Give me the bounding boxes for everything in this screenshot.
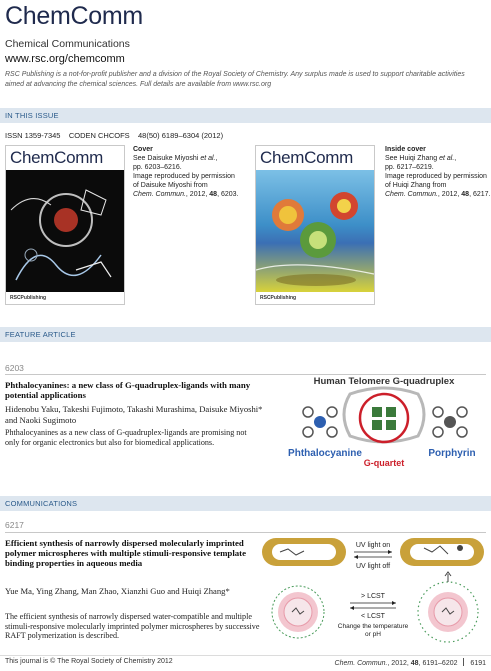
journal-subtitle: Chemical Communications (5, 38, 130, 50)
feature-figure-svg (280, 374, 488, 470)
journal-url[interactable]: www.rsc.org/chemcomm (5, 53, 125, 65)
cover-caption-heading: Cover (133, 146, 153, 153)
cover-image[interactable] (5, 145, 125, 305)
inside-cover-caption-citation: Chem. Commun., 2012, 48, 6217. (385, 191, 491, 198)
feature-figure (280, 374, 488, 470)
inside-cover-caption-credit1: Image reproduced by permission (385, 173, 487, 180)
inside-cover-caption (385, 145, 491, 199)
g-quartet-label: G-quartet (363, 458, 405, 468)
footer-copyright: This journal is © The Royal Society of Chemistry 2012 (5, 658, 173, 665)
g-quartet-ring (360, 394, 408, 442)
inside-cover-caption-see: See Huiqi Zhang et al., (385, 155, 457, 162)
cover-caption-pages: pp. 6203–6216. (133, 164, 182, 171)
footer-citation (335, 658, 486, 667)
cover-mini-title: ChemComm (10, 148, 104, 167)
gt-lcst-label: > LCST (361, 593, 385, 600)
feature-title[interactable]: Phthalocyanines: a new class of G-quadruplex-ligands with many potential applications (5, 380, 251, 400)
microsphere-left (272, 586, 324, 638)
feature-article-bar (0, 327, 491, 342)
inside-cover-image[interactable] (255, 145, 375, 305)
phthalocyanine-label: Phthalocyanine (288, 448, 362, 459)
footer-rule (0, 655, 491, 656)
feature-abstract: Phthalocyanines as a new class of G-quadruplex-ligands are promising not only for organic electronics but also for biomedical applications. (5, 428, 247, 447)
publisher-note: RSC Publishing is a not-for-profit publisher and a division of the Royal Society of Chemistry. Any surplus made is used to support charitable activities aimed at advancing the chemical sciences. Full details are available from www.rsc.org (5, 71, 465, 88)
communication-authors: Yue Ma, Ying Zhang, Man Zhao, Xianzhi Guo and Huiqi Zhang* (5, 586, 230, 596)
cover-artwork (6, 170, 124, 292)
inside-cover-artwork (256, 170, 374, 292)
in-this-issue-heading: IN THIS ISSUE (5, 111, 59, 120)
communication-figure (258, 530, 488, 650)
g-quartet-core (372, 407, 396, 430)
issn: ISSN 1359-7345 (5, 131, 61, 140)
quadruplex-backbone (344, 388, 424, 442)
footer-volume: 48 (410, 660, 419, 667)
communication-figure-svg (258, 530, 488, 650)
communication-title[interactable]: Efficient synthesis of narrowly dispersed molecularly imprinted polymer microspheres with multiple stimuli-responsive template binding properties in aqueous media (5, 538, 247, 568)
footer-year: , 2012, (387, 660, 411, 667)
journal-title: ChemComm (5, 2, 143, 30)
lt-lcst-label: < LCST (361, 613, 385, 620)
coden: CODEN CHCOFS (68, 131, 130, 140)
cover-caption-citation: Chem. Commun., 2012, 48, 6203. (133, 191, 239, 198)
feature-page-number[interactable]: 6203 (5, 363, 24, 373)
communications-bar (0, 496, 491, 511)
uv-on-label: UV light on (355, 542, 391, 549)
cover-caption (133, 145, 243, 199)
volume-info: 48(50) 6189–6304 (2012) (138, 131, 224, 140)
inside-cover-rsc-logo: RSCPublishing (260, 295, 297, 301)
mip-capsule-right-cavity (410, 544, 474, 560)
microsphere-right (418, 572, 478, 642)
feature-figure-title: Human Telomere G-quadruplex (313, 376, 455, 387)
feature-authors: Hidenobu Yaku, Takeshi Fujimoto, Takashi Murashima, Daisuke Miyoshi* and Naoki Sugimoto (5, 404, 263, 425)
change-temperature-label: Change the temperature (337, 623, 409, 630)
rsc-logo: RSCPublishing (10, 295, 47, 301)
in-this-issue-bar (0, 108, 491, 123)
uv-off-label: UV light off (355, 563, 391, 570)
porphyrin-label: Porphyrin (428, 448, 476, 459)
inside-cover-caption-pages: pp. 6217–6219. (385, 164, 434, 171)
inside-cover-caption-heading: Inside cover (385, 146, 426, 153)
mip-capsule-left-cavity (272, 544, 336, 560)
cover-artwork-svg (6, 170, 124, 292)
footer-pages: , 6191–6202 (418, 660, 458, 667)
porphyrin-molecule (433, 407, 467, 437)
feature-article-heading: FEATURE ARTICLE (5, 330, 76, 339)
inside-cover-artwork-svg (256, 170, 374, 292)
cover-caption-see: See Daisuke Miyoshi et al., (133, 155, 218, 162)
issn-line (5, 131, 223, 140)
footer-separator (463, 658, 464, 666)
communications-heading: COMMUNICATIONS (5, 499, 78, 508)
inside-cover-caption-credit2: of Huiqi Zhang from (385, 182, 447, 189)
communication-page-number[interactable]: 6217 (5, 520, 24, 530)
cover-caption-credit2: of Daisuke Miyoshi from (133, 182, 208, 189)
change-ph-label: or pH (365, 631, 381, 638)
footer-page-number: 6191 (470, 660, 486, 667)
communication-abstract: The efficient synthesis of narrowly dispersed water-compatible and multiple stimuli-responsive molecularly imprinted polymer microspheres by successive RAFT polymerization is described. (5, 612, 260, 641)
footer-journal: Chem. Commun. (334, 660, 388, 667)
cover-caption-credit1: Image reproduced by permission (133, 173, 235, 180)
phthalocyanine-molecule (303, 407, 337, 437)
inside-cover-mini-title: ChemComm (260, 148, 354, 167)
